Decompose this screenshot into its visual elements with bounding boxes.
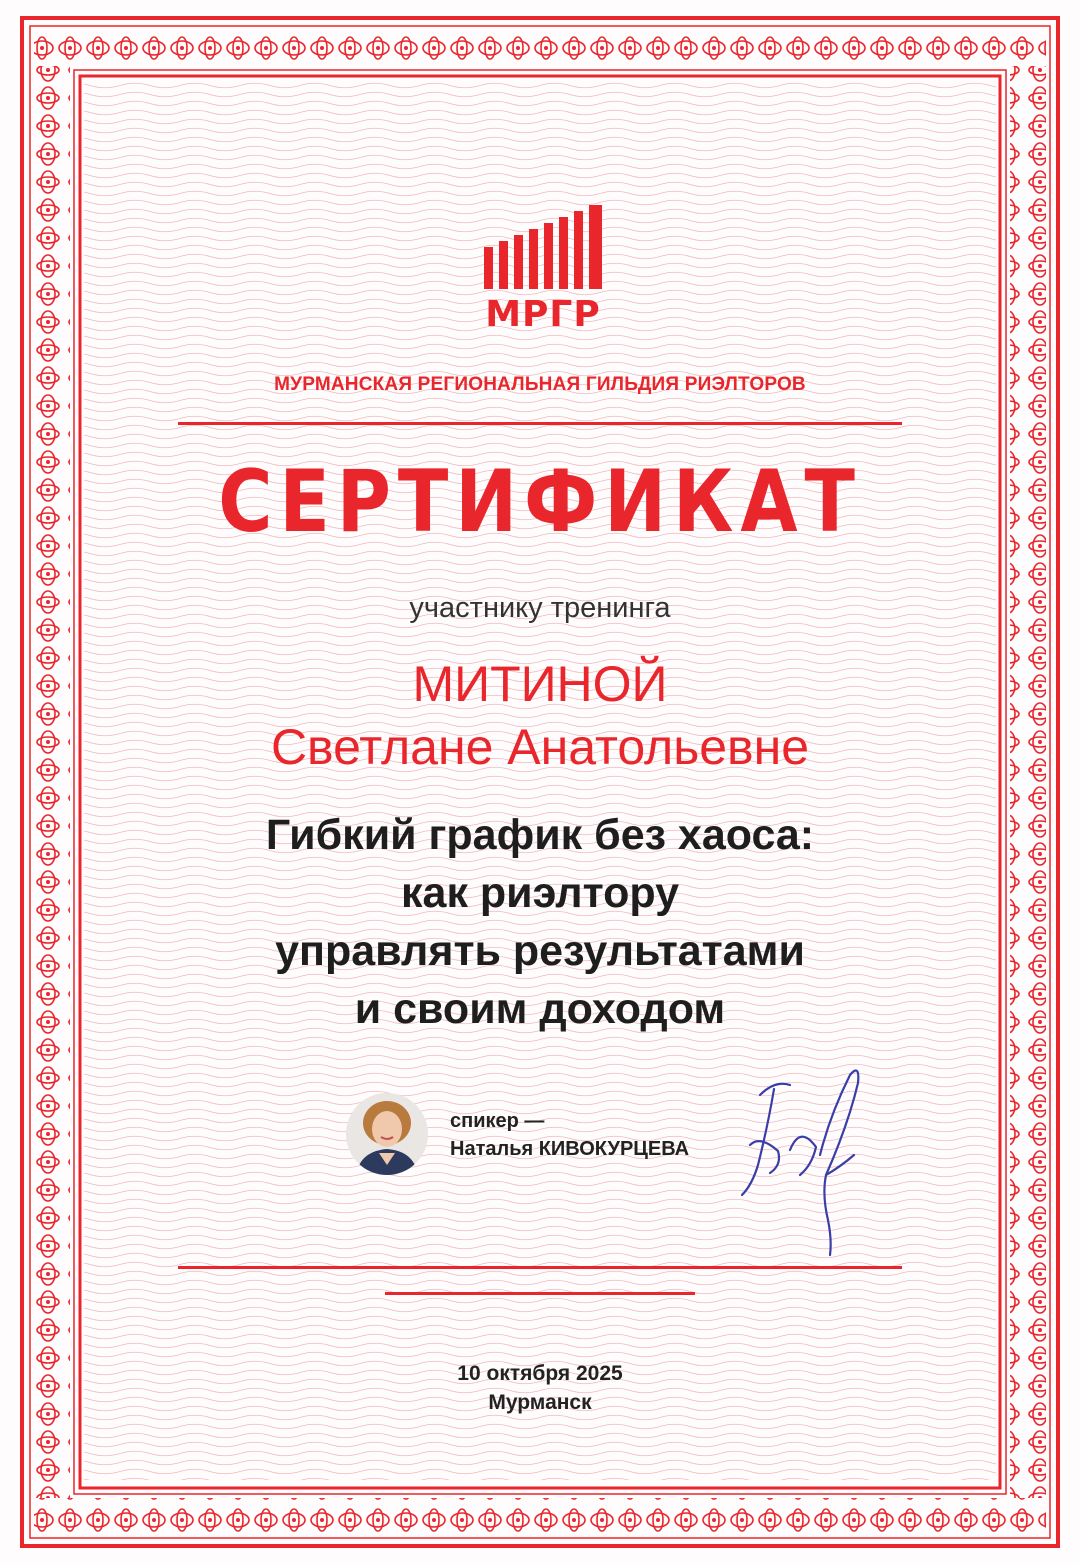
certificate-title: СЕРТИФИКАТ <box>218 452 862 552</box>
course-title-line: как риэлтору <box>401 869 679 917</box>
course-title-line: и своим доходом <box>354 985 726 1033</box>
divider-top <box>178 422 902 425</box>
signature <box>730 1055 880 1265</box>
speaker-avatar <box>346 1093 428 1175</box>
logo-text: МРГР <box>485 294 601 335</box>
event-city: Мурманск <box>488 1391 592 1414</box>
certificate-subtitle: участнику тренинга <box>409 592 671 624</box>
speaker-name: Наталья КИВОКУРЦЕВА <box>450 1138 690 1160</box>
event-date: 10 октября 2025 <box>457 1362 623 1385</box>
course-title-line: управлять результатами <box>275 927 805 975</box>
course-title-line: Гибкий график без хаоса: <box>265 811 815 859</box>
organization-name: МУРМАНСКАЯ РЕГИОНАЛЬНАЯ ГИЛЬДИЯ РИЭЛТОРОВ <box>274 374 806 395</box>
speaker-role: спикер — <box>450 1110 545 1132</box>
divider-long <box>178 1266 902 1269</box>
recipient-given-names: Светлане Анатольевне <box>270 719 810 775</box>
recipient-surname: МИТИНОЙ <box>412 656 668 712</box>
course-title <box>120 806 960 1038</box>
divider-short <box>385 1292 695 1295</box>
